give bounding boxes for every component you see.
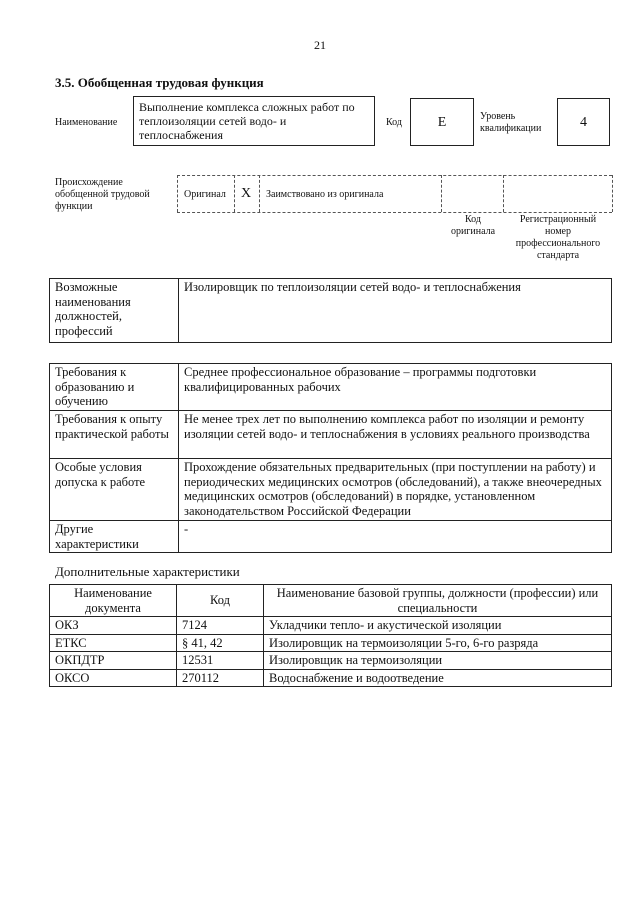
- table-row: [50, 669, 612, 687]
- col-header-name: Наименование базовой группы, должности (профессии) или специальности: [264, 585, 612, 617]
- level-value: 4: [557, 98, 610, 146]
- col-header-code: Код: [177, 585, 264, 617]
- table-row: [50, 652, 612, 670]
- req-label: Другие характеристики: [50, 521, 179, 553]
- row-doc: ОКСО: [50, 669, 177, 687]
- possible-titles-label: Возможные наименования должностей, профессий: [50, 279, 179, 343]
- origin-label: Происхождение обобщенной трудовой функции: [55, 177, 150, 212]
- code-original-caption: Код оригинала: [450, 214, 496, 237]
- original-mark: X: [241, 186, 252, 201]
- name-label: Наименование: [55, 117, 118, 128]
- additional-title: Дополнительные характеристики: [55, 564, 240, 579]
- origin-divider: [234, 175, 235, 212]
- origin-divider: [177, 175, 178, 212]
- req-label: Требования к опыту практической работы: [50, 411, 179, 459]
- req-label: Особые условия допуска к работе: [50, 459, 179, 521]
- row-code: 12531: [177, 652, 264, 670]
- level-label: Уровень квалификации: [480, 111, 542, 134]
- code-label: Код: [386, 117, 402, 128]
- req-label: Требования к образованию и обучению: [50, 364, 179, 411]
- col-header-doc: Наименование документа: [50, 585, 177, 617]
- code-value: E: [410, 98, 474, 146]
- origin-top-border: [177, 175, 612, 176]
- origin-divider: [259, 175, 260, 212]
- req-value: Прохождение обязательных предварительных (при поступлении на работу) и периодических медицинских осмотров (обследований), а также внеочередных медицинских осмотров (обследований) в порядке, установленном законодательством Российской Федерации: [179, 459, 612, 521]
- borrowed-label: Заимствовано из оригинала: [266, 189, 384, 200]
- row-code: 270112: [177, 669, 264, 687]
- possible-titles-value: Изолировщик по теплоизоляции сетей водо- и теплоснабжения: [179, 279, 612, 343]
- row-code: 7124: [177, 617, 264, 635]
- origin-bottom-border: [177, 212, 612, 213]
- row-name: Изолировщик на термоизоляции 5-го, 6-го разряда: [264, 634, 612, 652]
- row-code: § 41, 42: [177, 634, 264, 652]
- table-row: [50, 617, 612, 635]
- row-doc: ЕТКС: [50, 634, 177, 652]
- row-name: Изолировщик на термоизоляции: [264, 652, 612, 670]
- page-number: 21: [314, 38, 326, 52]
- section-title: 3.5. Обобщенная трудовая функция: [55, 75, 264, 90]
- origin-divider: [503, 175, 504, 212]
- req-value: -: [179, 521, 612, 553]
- reg-number-caption: Регистрационный номер профессионального стандарта: [515, 214, 601, 261]
- req-value: Среднее профессиональное образование – программы подготовки квалифицированных рабочих: [179, 364, 612, 411]
- original-label: Оригинал: [184, 189, 226, 200]
- row-doc: ОКПДТР: [50, 652, 177, 670]
- row-name: Водоснабжение и водоотведение: [264, 669, 612, 687]
- origin-divider: [441, 175, 442, 212]
- requirements-table: [49, 363, 612, 553]
- possible-titles-table: [49, 278, 612, 343]
- additional-table: [49, 584, 612, 687]
- row-doc: ОКЗ: [50, 617, 177, 635]
- req-value: Не менее трех лет по выполнению комплекса работ по изоляции и ремонту изоляции сетей водо- и теплоснабжения в условиях реального производства: [179, 411, 612, 459]
- name-value: Выполнение комплекса сложных работ по теплоизоляции сетей водо- и теплоснабжения: [133, 96, 375, 146]
- row-name: Укладчики тепло- и акустической изоляции: [264, 617, 612, 635]
- origin-divider: [612, 175, 613, 212]
- table-row: [50, 634, 612, 652]
